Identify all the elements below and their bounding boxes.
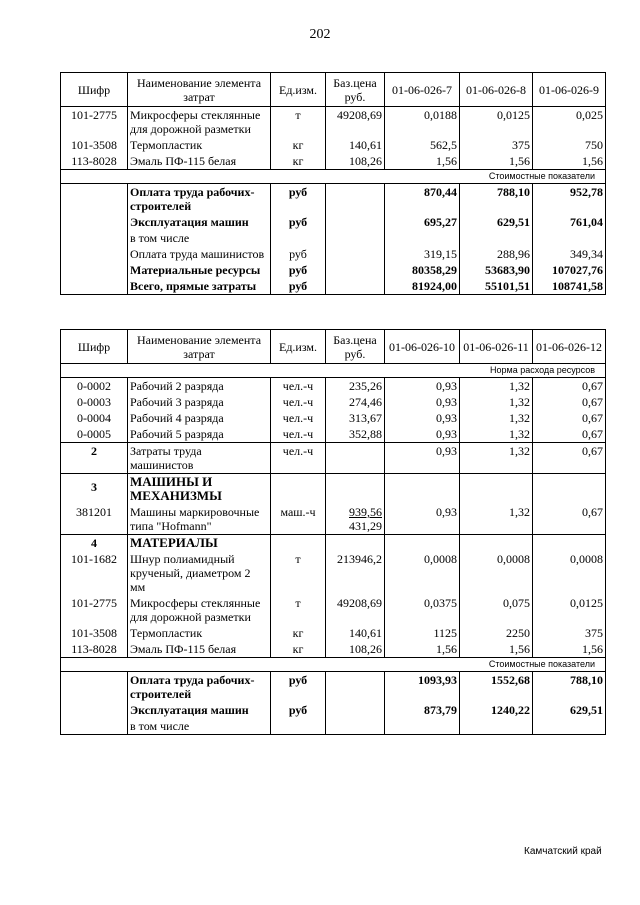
row-unit: чел.-ч — [271, 426, 326, 443]
resource-table-2 — [60, 329, 606, 735]
row-value-2: 2250 — [460, 625, 533, 641]
header-col1: 01-06-026-10 — [385, 330, 460, 364]
row-unit: кг — [271, 137, 326, 153]
row-name: Термопластик — [128, 625, 271, 641]
row-price: 49208,69 — [326, 595, 385, 625]
cost-value-2: 53683,90 — [460, 262, 533, 278]
caption-row — [61, 170, 606, 184]
cost-value-2: 1240,22 — [460, 702, 533, 718]
cost-name: Эксплуатация машин — [128, 702, 271, 718]
header-col2: 01-06-026-8 — [460, 73, 533, 107]
row-value-2: 0,0008 — [460, 551, 533, 595]
footer-region: Камчатский край — [524, 846, 602, 857]
cost-value-1: 1093,93 — [385, 672, 460, 703]
header-code: Шифр — [61, 330, 128, 364]
section-row — [61, 474, 606, 505]
row-value-1: 0,93 — [385, 378, 460, 395]
row-name: Рабочий 4 разряда — [128, 410, 271, 426]
row-value-2: 0,075 — [460, 595, 533, 625]
row-value-2: 1,32 — [460, 410, 533, 426]
header-col1: 01-06-026-7 — [385, 73, 460, 107]
cost-name: в том числе — [128, 718, 271, 735]
section-title: МАТЕРИАЛЫ — [128, 535, 271, 552]
row-price: 235,26 — [326, 378, 385, 395]
section-value-1: 0,93 — [385, 443, 460, 474]
cost-value-1: 873,79 — [385, 702, 460, 718]
price-primary: 939,56 — [349, 505, 382, 519]
cost-unit: руб — [271, 214, 326, 230]
cost-value-2: 1552,68 — [460, 672, 533, 703]
section-row — [61, 443, 606, 474]
cost-value-1: 870,44 — [385, 184, 460, 215]
row-unit: маш.-ч — [271, 504, 326, 535]
table-row — [61, 641, 606, 658]
row-value-3: 375 — [533, 625, 606, 641]
row-code: 101-1682 — [61, 551, 128, 595]
row-unit: чел.-ч — [271, 378, 326, 395]
cost-row — [61, 214, 606, 230]
cost-unit: руб — [271, 246, 326, 262]
row-name: Рабочий 5 разряда — [128, 426, 271, 443]
cost-value-2: 55101,51 — [460, 278, 533, 295]
row-unit: чел.-ч — [271, 410, 326, 426]
row-price: 274,46 — [326, 394, 385, 410]
section-unit: чел.-ч — [271, 443, 326, 474]
cost-unit: руб — [271, 672, 326, 703]
row-value-2: 1,32 — [460, 426, 533, 443]
header-unit: Ед.изм. — [271, 73, 326, 107]
row-code: 381201 — [61, 504, 128, 535]
section-number: 3 — [61, 474, 128, 505]
header-col3: 01-06-026-12 — [533, 330, 606, 364]
table-row — [61, 394, 606, 410]
cost-name: Эксплуатация машин — [128, 214, 271, 230]
cost-value-1: 80358,29 — [385, 262, 460, 278]
row-name: Рабочий 2 разряда — [128, 378, 271, 395]
row-value-2: 1,32 — [460, 504, 533, 535]
row-value-1: 562,5 — [385, 137, 460, 153]
header-price: Баз.цена руб. — [326, 330, 385, 364]
cost-row — [61, 702, 606, 718]
table-row — [61, 137, 606, 153]
row-name: Эмаль ПФ-115 белая — [128, 641, 271, 658]
cost-row — [61, 262, 606, 278]
cost-value-2: 788,10 — [460, 184, 533, 215]
row-value-1: 0,0008 — [385, 551, 460, 595]
row-value-2: 375 — [460, 137, 533, 153]
cost-value-3: 349,34 — [533, 246, 606, 262]
row-value-1: 1,56 — [385, 153, 460, 170]
cost-value-3: 108741,58 — [533, 278, 606, 295]
row-name: Рабочий 3 разряда — [128, 394, 271, 410]
section-row — [61, 535, 606, 552]
row-code: 101-2775 — [61, 107, 128, 138]
row-code: 0-0004 — [61, 410, 128, 426]
row-value-2: 1,32 — [460, 378, 533, 395]
cost-value-1: 81924,00 — [385, 278, 460, 295]
cost-value-2: 629,51 — [460, 214, 533, 230]
norm-caption: Норма расхода ресурсов — [61, 364, 606, 378]
row-name: Шнур полиамидный крученый, диаметром 2 мм — [128, 551, 271, 595]
table-row — [61, 595, 606, 625]
row-name: Эмаль ПФ-115 белая — [128, 153, 271, 170]
row-value-3: 1,56 — [533, 641, 606, 658]
section-value-2: 1,32 — [460, 443, 533, 474]
header-col3: 01-06-026-9 — [533, 73, 606, 107]
row-code: 113-8028 — [61, 153, 128, 170]
row-code: 0-0002 — [61, 378, 128, 395]
row-value-1: 0,93 — [385, 504, 460, 535]
row-price: 213946,2 — [326, 551, 385, 595]
row-price: 108,26 — [326, 153, 385, 170]
row-code: 0-0005 — [61, 426, 128, 443]
table-header — [61, 330, 606, 364]
row-code: 113-8028 — [61, 641, 128, 658]
row-unit: кг — [271, 641, 326, 658]
row-value-3: 0,0008 — [533, 551, 606, 595]
row-value-3: 750 — [533, 137, 606, 153]
section-title: МАШИНЫ И МЕХАНИЗМЫ — [128, 474, 271, 505]
row-code: 101-3508 — [61, 137, 128, 153]
page-number: 202 — [309, 27, 331, 42]
cost-name: Всего, прямые затраты — [128, 278, 271, 295]
row-price: 140,61 — [326, 625, 385, 641]
caption-row — [61, 364, 606, 378]
table-row — [61, 107, 606, 138]
row-price: 108,26 — [326, 641, 385, 658]
section-value-3: 0,67 — [533, 443, 606, 474]
row-price: 49208,69 — [326, 107, 385, 138]
row-value-1: 0,93 — [385, 394, 460, 410]
cost-value-3: 107027,76 — [533, 262, 606, 278]
cost-unit: руб — [271, 278, 326, 295]
cost-row — [61, 718, 606, 735]
table-row — [61, 504, 606, 535]
table-row — [61, 410, 606, 426]
price-secondary: 431,29 — [349, 519, 382, 533]
row-value-3: 0,67 — [533, 378, 606, 395]
cost-value-2: 288,96 — [460, 246, 533, 262]
cost-caption: Стоимостные показатели — [61, 170, 606, 184]
cost-unit: руб — [271, 702, 326, 718]
section-name: Затраты труда машинистов — [128, 443, 271, 474]
row-value-2: 1,56 — [460, 641, 533, 658]
row-unit: кг — [271, 625, 326, 641]
row-value-3: 0,025 — [533, 107, 606, 138]
section-number: 2 — [61, 443, 128, 474]
header-price: Баз.цена руб. — [326, 73, 385, 107]
header-name: Наименование элемента затрат — [128, 73, 271, 107]
header-unit: Ед.изм. — [271, 330, 326, 364]
cost-name: Оплата труда машинистов — [128, 246, 271, 262]
header-name: Наименование элемента затрат — [128, 330, 271, 364]
row-name: Микросферы стеклянные для дорожной разметки — [128, 107, 271, 138]
row-name: Микросферы стеклянные для дорожной разметки — [128, 595, 271, 625]
row-value-3: 0,67 — [533, 504, 606, 535]
row-value-1: 1,56 — [385, 641, 460, 658]
row-value-2: 1,32 — [460, 394, 533, 410]
cost-row — [61, 246, 606, 262]
row-code: 0-0003 — [61, 394, 128, 410]
cost-name: в том числе — [128, 230, 271, 246]
cost-row — [61, 672, 606, 703]
table-row — [61, 153, 606, 170]
cost-value-1: 695,27 — [385, 214, 460, 230]
cost-name: Оплата труда рабочих-строителей — [128, 672, 271, 703]
cost-unit: руб — [271, 184, 326, 215]
resource-table-1 — [60, 72, 606, 295]
row-value-1: 0,0375 — [385, 595, 460, 625]
row-value-3: 1,56 — [533, 153, 606, 170]
cost-unit: руб — [271, 262, 326, 278]
row-value-3: 0,67 — [533, 426, 606, 443]
row-price: 313,67 — [326, 410, 385, 426]
row-value-1: 0,0188 — [385, 107, 460, 138]
row-value-1: 1125 — [385, 625, 460, 641]
section-number: 4 — [61, 535, 128, 552]
header-col2: 01-06-026-11 — [460, 330, 533, 364]
cost-value-3: 761,04 — [533, 214, 606, 230]
row-value-3: 0,67 — [533, 394, 606, 410]
row-value-1: 0,93 — [385, 426, 460, 443]
row-price: 140,61 — [326, 137, 385, 153]
row-unit: кг — [271, 153, 326, 170]
cost-name: Оплата труда рабочих-строителей — [128, 184, 271, 215]
cost-value-3: 788,10 — [533, 672, 606, 703]
row-value-3: 0,67 — [533, 410, 606, 426]
cost-row — [61, 184, 606, 215]
table-header — [61, 73, 606, 107]
table-row — [61, 378, 606, 395]
row-value-3: 0,0125 — [533, 595, 606, 625]
row-name: Машины маркировочные типа "Hofmann" — [128, 504, 271, 535]
cost-row — [61, 230, 606, 246]
row-unit: т — [271, 551, 326, 595]
row-price: 352,88 — [326, 426, 385, 443]
row-unit: чел.-ч — [271, 394, 326, 410]
caption-row — [61, 658, 606, 672]
row-value-1: 0,93 — [385, 410, 460, 426]
cost-value-3: 952,78 — [533, 184, 606, 215]
cost-name: Материальные ресурсы — [128, 262, 271, 278]
row-value-2: 1,56 — [460, 153, 533, 170]
row-value-2: 0,0125 — [460, 107, 533, 138]
header-code: Шифр — [61, 73, 128, 107]
table-row — [61, 426, 606, 443]
row-name: Термопластик — [128, 137, 271, 153]
cost-caption: Стоимостные показатели — [61, 658, 606, 672]
cost-row — [61, 278, 606, 295]
cost-value-1: 319,15 — [385, 246, 460, 262]
table-row — [61, 551, 606, 595]
row-code: 101-3508 — [61, 625, 128, 641]
row-unit: т — [271, 595, 326, 625]
table-row — [61, 625, 606, 641]
row-price — [326, 504, 385, 535]
row-code: 101-2775 — [61, 595, 128, 625]
row-unit: т — [271, 107, 326, 138]
cost-value-3: 629,51 — [533, 702, 606, 718]
